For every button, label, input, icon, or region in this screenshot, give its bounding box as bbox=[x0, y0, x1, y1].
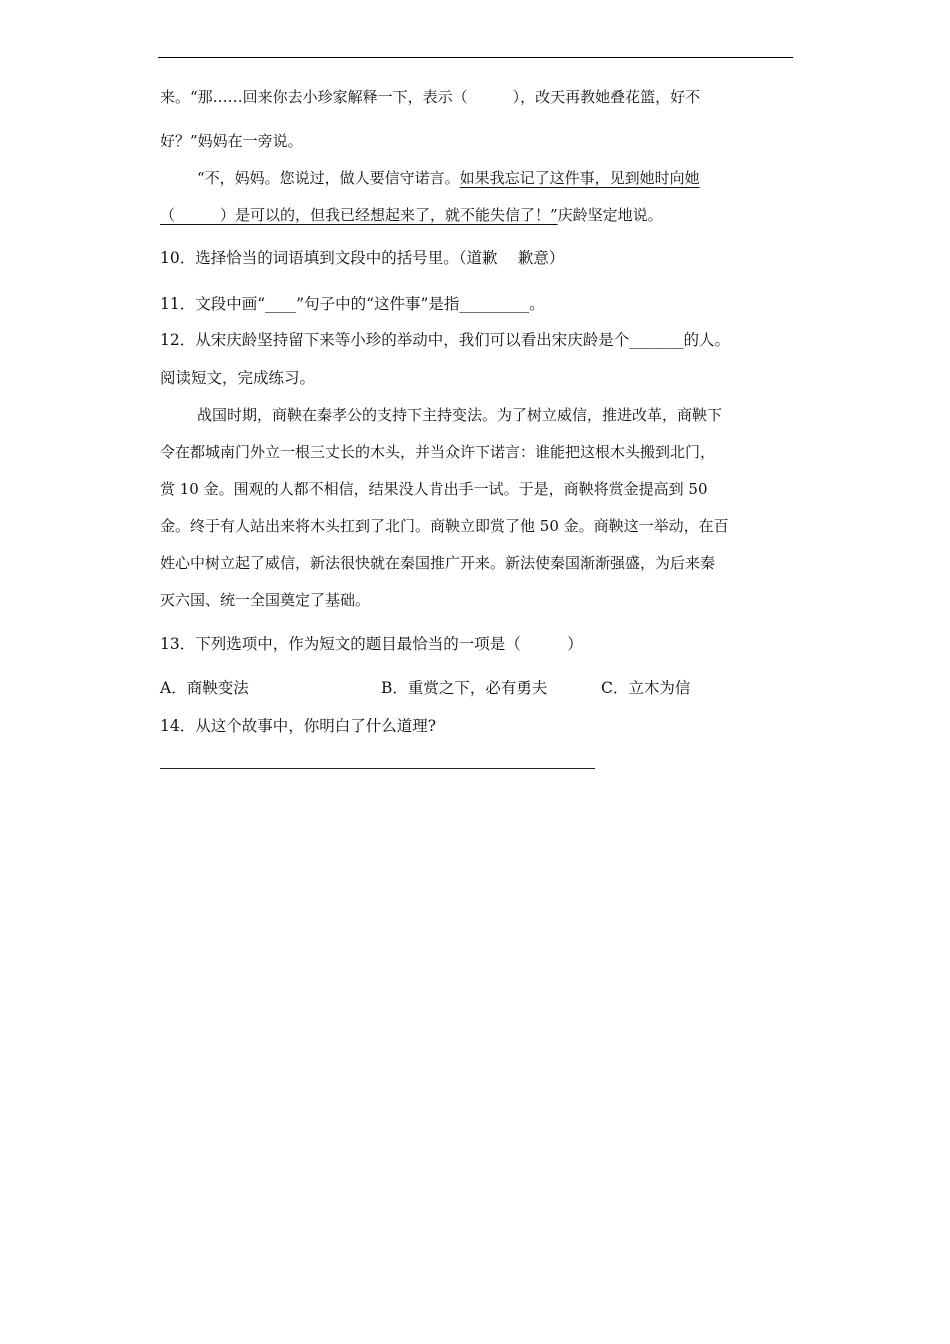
question-11: 11．文段中画“____”句子中的“这件事”是指_________。 bbox=[160, 295, 545, 313]
question-14: 14．从这个故事中，你明白了什么道理? bbox=[160, 717, 437, 735]
passage2-line3: 赏 10 金。围观的人都不相信，结果没人肯出手一试。于是，商鞅将赏金提高到 50 bbox=[160, 480, 708, 498]
passage1-line3 bbox=[197, 168, 700, 188]
passage2-line4: 金。终于有人站出来将木头扛到了北门。商鞅立即赏了他 50 金。商鞅这一举动，在百 bbox=[160, 517, 729, 535]
question-12: 12．从宋庆龄坚持留下来等小珍的举动中，我们可以看出宋庆龄是个_______的人。 bbox=[160, 331, 730, 349]
passage2-line6: 灭六国、统一全国奠定了基础。 bbox=[160, 591, 371, 609]
q13-option-b: B．重赏之下，必有勇夫 bbox=[381, 679, 548, 697]
passage1-line4 bbox=[160, 205, 663, 225]
section-intro: 阅读短文，完成练习。 bbox=[160, 369, 316, 387]
question-10: 10．选择恰当的词语填到文段中的括号里。（道歉 歉意） bbox=[160, 249, 565, 267]
passage2-line2: 令在都城南门外立一根三丈长的木头，并当众许下诺言：谁能把这根木头搬到北门， bbox=[160, 443, 716, 461]
passage1-line2: 好？”妈妈在一旁说。 bbox=[160, 132, 303, 150]
header-rule bbox=[158, 57, 793, 58]
underlined-sentence-part2: （ ）是可以的，但我已经想起来了，就不能失信了！” bbox=[160, 206, 558, 224]
passage1-line3-plain: “不，妈妈。您说过，做人要信守诺言。 bbox=[197, 169, 460, 187]
passage1-line1: 来。“那……回来你去小珍家解释一下，表示（ ），改天再教她叠花篮，好不 bbox=[160, 88, 701, 106]
passage2-line1: 战国时期，商鞅在秦孝公的支持下主持变法。为了树立威信，推进改革，商鞅下 bbox=[197, 406, 723, 424]
q13-option-c: C．立木为信 bbox=[601, 679, 691, 697]
q13-option-a: A．商鞅变法 bbox=[160, 679, 249, 697]
passage2-line5: 姓心中树立起了威信，新法很快就在秦国推广开来。新法使秦国渐渐强盛，为后来秦 bbox=[160, 554, 716, 572]
passage1-line4-plain: 庆龄坚定地说。 bbox=[557, 206, 663, 224]
question-13: 13．下列选项中，作为短文的题目最恰当的一项是（ ） bbox=[160, 635, 583, 653]
underlined-sentence-part1: 如果我忘记了这件事，见到她时向她 bbox=[459, 169, 700, 187]
answer-line bbox=[160, 768, 595, 769]
